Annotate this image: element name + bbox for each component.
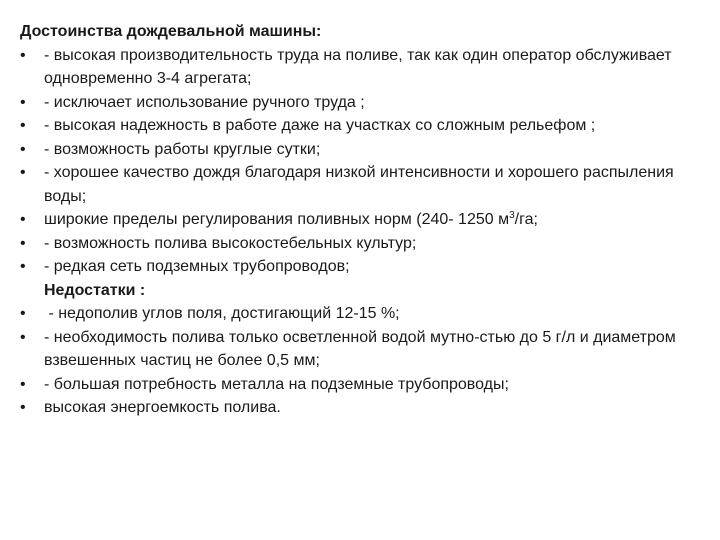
- list-item: [20, 255, 702, 279]
- bullet: •: [20, 399, 26, 416]
- item-text: - редкая сеть подземных трубопроводов;: [44, 258, 350, 275]
- advantages-heading: Достоинства дождевальной машины:: [20, 23, 322, 40]
- item-text: - исключает использование ручного труда ;: [44, 93, 365, 111]
- bullet: •: [20, 211, 26, 228]
- bullet: •: [20, 328, 26, 346]
- bullet: •: [20, 117, 26, 134]
- list-item: [20, 232, 702, 256]
- list-item: [20, 114, 702, 138]
- bullet: •: [20, 234, 26, 252]
- list-item: [20, 302, 702, 326]
- bullet: •: [20, 46, 26, 64]
- superscript: 3: [509, 210, 515, 221]
- list-item: [20, 44, 702, 91]
- item-text: - хорошее качество дождя благодаря низкой интенсивности и хорошего распыления воды;: [44, 164, 674, 205]
- item-text: - необходимость полива только осветленной водой мутно-стью до 5 г/л и диаметром взвешенных частиц не более 0,5 мм;: [44, 328, 676, 369]
- disadvantages-heading: Недостатки :: [44, 281, 146, 299]
- bullet: •: [20, 164, 26, 181]
- list-item: [20, 91, 702, 115]
- item-text-before: широкие пределы регулирования поливных норм (240- 1250 м: [44, 211, 510, 228]
- item-text-after: /га;: [514, 211, 538, 228]
- bullet: •: [20, 375, 26, 393]
- item-text: - высокая производительность труда на поливе, так как один оператор обслуживает одновременно 3-4 агрегата;: [44, 46, 672, 87]
- item-text: - возможность полива высокостебельных культур;: [44, 234, 417, 252]
- list-item: [20, 373, 702, 397]
- advantages-list: [20, 44, 702, 279]
- list-item: [20, 208, 702, 232]
- bullet: •: [20, 258, 26, 275]
- list-item: [20, 138, 702, 162]
- list-item: [20, 396, 702, 420]
- item-text: - возможность работы круглые сутки;: [44, 140, 321, 158]
- bullet: •: [20, 93, 26, 111]
- item-text: - большая потребность металла на подземные трубопроводы;: [44, 375, 509, 393]
- list-item: [20, 161, 702, 208]
- disadvantages-list: [20, 302, 702, 420]
- item-text: - недополив углов поля, достигающий 12-15 %;: [44, 305, 400, 322]
- bullet: •: [20, 140, 26, 158]
- bullet: •: [20, 305, 26, 322]
- list-item: [20, 326, 702, 373]
- item-text: высокая энергоемкость полива.: [44, 399, 281, 416]
- item-text: - высокая надежность в работе даже на участках со сложным рельефом ;: [44, 117, 596, 134]
